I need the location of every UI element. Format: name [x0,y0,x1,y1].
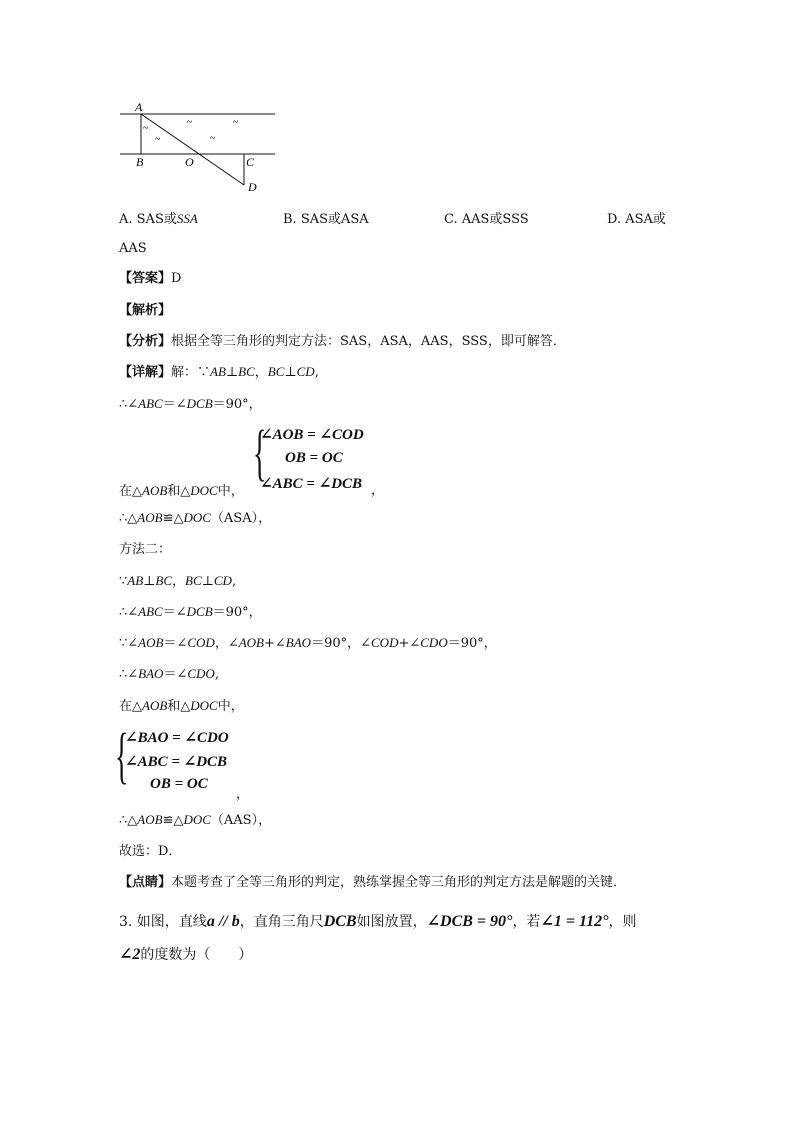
eq-angle: ＝∠ [162,397,187,412]
sys1-eq2: OB = OC [285,450,343,466]
xiangjie-label: 【详解】 [119,365,172,380]
tri-doc: DOC [183,510,211,525]
conclusion-2 [119,811,271,830]
sys2-eq1: ∠BAO = ∠CDO [125,730,229,746]
concl-pre: ∴△ [119,813,138,828]
q3-line2 [119,945,252,965]
q3-parallel: a // b [206,913,240,930]
eq-angle: ＝∠ [162,605,187,620]
end: , [214,667,219,682]
q3-t3: 如图放置， [356,914,427,930]
answer-label: 【答案】 [119,271,172,286]
end: , [314,365,319,380]
choose-text: 故选：D． [119,844,182,859]
m2-line1 [119,572,236,591]
congruent: ≌△ [162,813,184,828]
sep-angle: ，∠ [214,636,239,651]
xiangjie-line [119,363,319,382]
angle-abc: ABC [138,396,163,411]
answer-line [119,270,181,288]
q3-dcb: DCB [323,913,357,930]
tri-doc: DOC [183,812,211,827]
comma: ， [236,787,250,802]
angle-dcb: DCB [186,604,213,619]
angle-abc: ABC [138,604,163,619]
sys1-eq1: ∠AOB = ∠COD [260,427,364,443]
congruent: ≌△ [162,511,184,526]
perp-ab-bc: AB⊥BC [210,364,255,379]
deg-90: ＝90°， [212,605,262,620]
label-b: B [136,155,144,169]
perp-bc-cd: BC⊥CD [267,364,315,379]
perp-ab-bc: AB⊥BC [127,573,173,588]
q3-t1: 直线 [178,914,207,930]
angle-aob-2: AOB [238,635,264,650]
in-triangles-line [119,482,244,501]
label-c: C [246,155,255,169]
option-c-text: C. AAS或SSS [444,212,529,227]
m2-line3 [119,634,497,653]
sys1-eq3: ∠ABC = ∠DCB [260,476,363,492]
m2-line2 [119,603,262,622]
xiangjie-text: 解：∵ [171,365,211,380]
q3-num: 3. 如图， [119,914,179,930]
segment-ad [141,114,244,185]
tri-aob: AOB [137,812,163,827]
sep: ， [254,365,268,380]
water-mark-1: ~ [143,123,149,134]
q3-angle2: ∠2 [119,946,141,963]
m2-line5 [119,697,244,716]
concl-end: （AAS）， [210,813,272,828]
option-a [119,208,198,227]
zhong: 中， [217,699,244,714]
because: ∵ [119,574,128,589]
analysis-label: 【解析】 [119,303,172,318]
tri-aob: AOB [142,483,168,498]
analysis-heading [119,302,171,320]
deg-angle: ＝90°，∠ [311,636,372,651]
option-a-italic: SSA [176,211,198,226]
option-b-text: B. SAS或ASA [283,212,369,227]
angle-cod: COD [187,635,215,650]
angle-cdo: CDO [187,666,215,681]
choose-line [119,843,181,861]
label-d: D [248,180,257,194]
angle-bao: BAO [285,635,312,650]
q3-angle: ∠DCB = 90° [426,913,513,930]
eq-angle: ＝∠ [163,667,188,682]
water-mark-3: ~ [187,117,193,128]
q3-t2: ，直角三角尺 [239,914,324,930]
sys2-comma [236,786,249,804]
option-d-text: D. ASA或 [607,212,666,227]
tri-aob: AOB [137,510,163,525]
option-b [283,208,369,227]
right-angle-line [119,395,262,414]
dianjing-line [119,874,626,892]
eq-angle: ＝∠ [163,636,188,651]
end: , [231,574,237,589]
option-d-cont [119,240,147,258]
in-pre: 在△ [119,484,142,499]
plus-angle: +∠ [264,636,286,651]
and: 和△ [167,699,191,714]
water-mark-5: ~ [233,117,239,128]
method2-title-text: 方法二： [119,542,172,557]
q3-angle1: ∠1 = 112° [540,913,609,930]
in-pre: 在△ [119,699,142,714]
zhong: 中， [217,484,244,499]
concl-pre: ∴△ [119,511,138,526]
q3-t6: 的度数为（ ） [140,947,253,963]
water-mark-2: ~ [155,134,161,145]
therefore-angle: ∴∠ [119,397,139,412]
dianjing-label: 【点睛】 [119,875,172,890]
angle-bao: BAO [138,666,164,681]
angle-aob: AOB [138,635,164,650]
concl-end: （ASA）， [210,511,272,526]
therefore-angle: ∴∠ [119,667,139,682]
dianjing-text: 本题考查了全等三角形的判定，熟练掌握全等三角形的判定方法是解题的关键． [171,875,627,890]
label-o: O [185,155,194,169]
geometry-figure [115,98,285,198]
option-a-text: A. SAS或 [119,212,177,227]
m2-line4 [119,665,219,684]
label-a: A [135,100,143,114]
method2-title [119,541,171,559]
tri-doc: DOC [190,483,218,498]
q3-t5: ，则 [608,914,637,930]
fenxi-line [119,333,566,351]
perp-bc-cd: BC⊥CD [185,573,232,588]
angle-cod-2: COD [371,635,399,650]
tri-aob: AOB [142,698,168,713]
sys2-eq3: OB = OC [150,776,208,792]
fenxi-text: 根据全等三角形的判定方法：SAS，ASA，AAS，SSS，即可解答． [171,334,566,349]
deg-90: ＝90°， [212,397,262,412]
fenxi-label: 【分析】 [119,334,172,349]
sys1-comma [371,482,384,500]
q3-line1 [119,912,636,932]
sep: ， [172,574,186,589]
angle-dcb: DCB [186,396,213,411]
brace-2: { [115,722,129,790]
sys2-eq2: ∠ABC = ∠DCB [125,754,228,770]
because-angle: ∵∠ [119,636,139,651]
water-mark-4: ~ [210,133,216,144]
plus-angle-2: +∠ [398,636,421,651]
option-d-text-2: AAS [119,241,147,256]
and: 和△ [167,484,191,499]
comma: ， [371,483,385,498]
answer-value: D [171,271,182,286]
therefore-angle: ∴∠ [119,605,139,620]
option-d [607,208,666,227]
conclusion-1 [119,509,271,528]
q3-t4: ，若 [512,914,541,930]
deg-end: ＝90°， [447,636,497,651]
brace-1: { [253,419,267,487]
option-c [444,208,529,227]
tri-doc: DOC [190,698,218,713]
angle-cdo: CDO [420,635,448,650]
